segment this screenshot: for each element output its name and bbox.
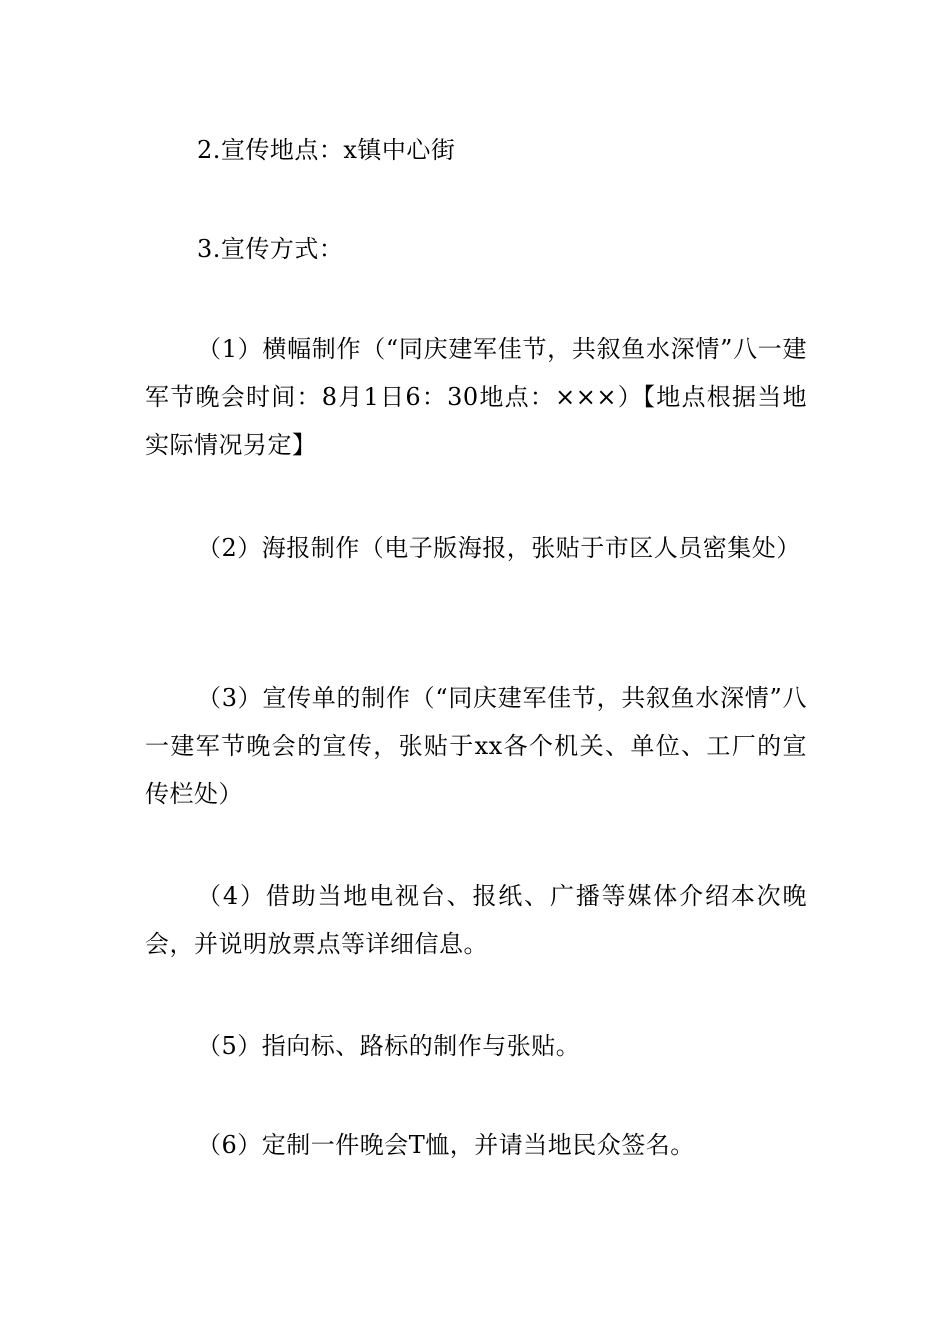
paragraph-location: 2.宣传地点：x镇中心街 [197,136,456,164]
paragraph-signs: （5）指向标、路标的制作与张贴。 [197,1032,581,1060]
paragraph-method-heading: 3.宣传方式： [197,235,344,263]
paragraph-poster: （2）海报制作（电子版海报，张贴于市区人员密集处） [197,534,801,562]
paragraph-banner: （1）横幅制作（“同庆建军佳节，共叙鱼水深情”八一建军节晚会时间：8月1日6：30地点：×××）【地点根据当地实际情况另定】 [145,335,807,459]
paragraph-flyer: （3）宣传单的制作（“同庆建军佳节，共叙鱼水深情”八一建军节晚会的宣传，张贴于xx各个机关、单位、工厂的宣传栏处） [145,684,807,808]
paragraph-tshirt: （6）定制一件晚会T恤，并请当地民众签名。 [197,1131,695,1159]
paragraph-media: （4）借助当地电视台、报纸、广播等媒体介绍本次晚会，并说明放票点等详细信息。 [145,882,807,958]
